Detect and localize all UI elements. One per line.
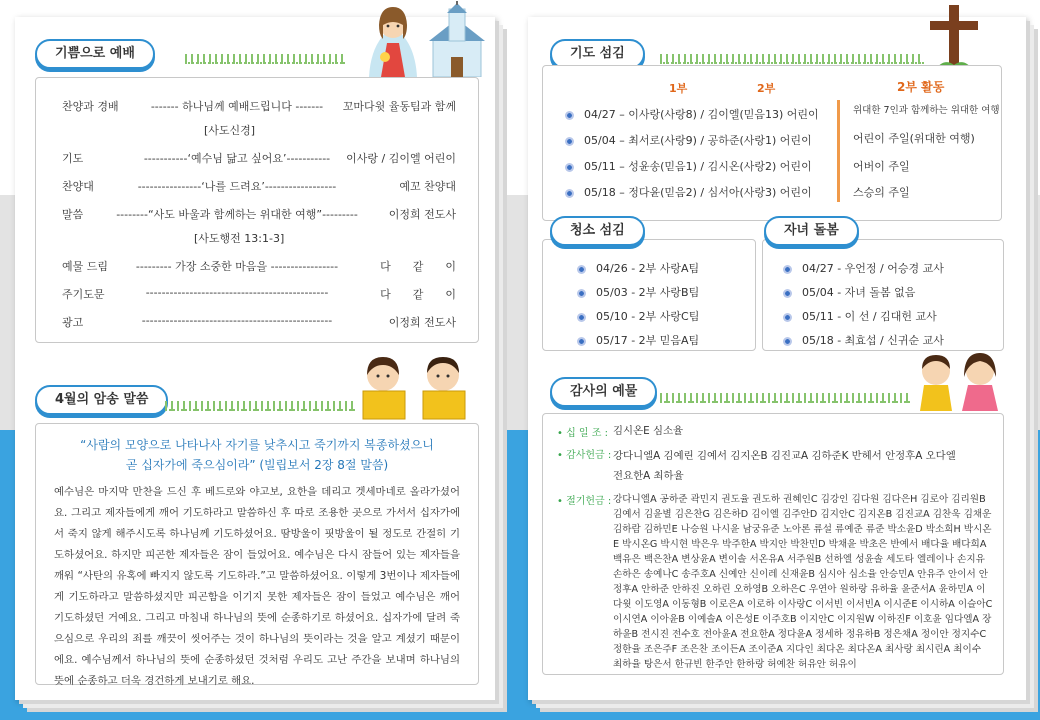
order-label: 찬양과 경배 bbox=[62, 100, 119, 113]
right-page bbox=[528, 17, 1026, 700]
order-leader: 다 같 이 bbox=[380, 260, 456, 273]
cleaning-row: 05/10 - 2부 사랑C팀 bbox=[577, 308, 699, 324]
decorative-line bbox=[660, 54, 924, 64]
order-content: ------------------------------------------------ bbox=[141, 314, 333, 327]
activity-item: 어린이 주일(위대한 여행) bbox=[853, 132, 975, 145]
column-divider bbox=[837, 100, 840, 202]
thanks-names: 강다니엘A 김예린 김예서 김지온B 김진교A 김하준K 반헤서 안정후A 오다엘 전요한A 최하율 bbox=[613, 450, 956, 482]
worship-title: 기쁨으로 예배 bbox=[35, 39, 155, 69]
verse-box bbox=[35, 423, 479, 685]
nursery-box bbox=[762, 239, 1004, 351]
nursery-row: 05/18 - 최효섭 / 신귀순 교사 bbox=[783, 332, 944, 348]
prayer-row: 04/27 – 이사랑(사랑8) / 김이엘(믿음13) 어린이 bbox=[565, 106, 819, 122]
verse-title: 4월의 암송 말씀 bbox=[35, 385, 168, 415]
prayer-row: 05/04 – 최서로(사랑9) / 공하준(사랑1) 어린이 bbox=[565, 132, 812, 148]
bullet-icon bbox=[577, 289, 586, 298]
thanks-row bbox=[557, 446, 967, 486]
order-label: 주기도문 bbox=[62, 288, 105, 301]
decorative-line bbox=[185, 54, 345, 64]
bullet-icon bbox=[577, 265, 586, 274]
order-label: 예물 드림 bbox=[62, 260, 109, 273]
cleaning-box bbox=[542, 239, 756, 351]
jesus-church-illustration bbox=[363, 1, 491, 77]
order-leader: 다 같 이 bbox=[380, 288, 456, 301]
bullet-icon bbox=[783, 313, 792, 322]
decorative-line bbox=[165, 401, 355, 411]
column-header-3: 2부 활동 bbox=[897, 80, 945, 94]
cleaning-row: 05/17 - 2부 믿음A팀 bbox=[577, 332, 699, 348]
order-leader: 이정희 전도사 bbox=[388, 208, 456, 221]
order-content: ----------------‘나를 드려요’------------------ bbox=[137, 180, 337, 193]
activity-item: 어버이 주일 bbox=[853, 160, 910, 173]
column-header-1: 1부 bbox=[669, 82, 688, 95]
decorative-line bbox=[660, 393, 910, 403]
praying-children-illustration bbox=[910, 349, 1006, 411]
order-label: 광고 bbox=[62, 316, 84, 329]
bullet-icon bbox=[577, 313, 586, 322]
nursery-title: 자녀 돌봄 bbox=[764, 216, 859, 246]
reading-children-illustration bbox=[353, 353, 477, 423]
bullet-icon bbox=[565, 163, 574, 172]
thanks-label: • 감사헌금 : bbox=[557, 450, 612, 461]
tithe-label: • 십 일 조 : bbox=[557, 428, 608, 439]
bullet-icon bbox=[565, 137, 574, 146]
cross-illustration bbox=[924, 5, 984, 73]
order-leader: 이사랑 / 김이엘 어린이 bbox=[346, 152, 456, 165]
tithe-row bbox=[557, 424, 997, 439]
order-content: --------“사도 바울과 함께하는 위대한 여행”--------- bbox=[116, 208, 358, 221]
left-page bbox=[15, 17, 495, 700]
order-label: 말씀 bbox=[62, 208, 84, 221]
order-label: 기도 bbox=[62, 152, 84, 165]
bullet-icon bbox=[565, 189, 574, 198]
prayer-box bbox=[542, 65, 1002, 221]
weekly-row bbox=[557, 492, 1003, 672]
activity-item: 스승의 주일 bbox=[853, 186, 910, 199]
order-leader: 꼬마다윗 율동팀과 함께 bbox=[342, 100, 456, 113]
weekly-label: • 절기헌금 : bbox=[557, 496, 612, 507]
verse-quote-line1: “사람의 모양으로 나타나사 자기를 낮추시고 죽기까지 복종하셨으니 bbox=[80, 438, 434, 452]
order-leader: 예꼬 찬양대 bbox=[399, 180, 456, 193]
bullet-icon bbox=[565, 111, 574, 120]
order-subline: [사도행전 13:1-3] bbox=[194, 232, 285, 245]
offering-box bbox=[542, 413, 1004, 675]
bullet-icon bbox=[783, 337, 792, 346]
offering-title: 감사의 예물 bbox=[550, 377, 657, 407]
nursery-row: 05/11 - 이 선 / 김대헌 교사 bbox=[783, 308, 937, 324]
cleaning-row: 04/26 - 2부 사랑A팀 bbox=[577, 260, 699, 276]
prayer-title: 기도 섬김 bbox=[550, 39, 645, 69]
activity-item: 위대한 7인과 함께하는 위대한 여행 bbox=[853, 105, 1000, 116]
verse-story: 예수님은 마지막 만찬을 드신 후 베드로와 야고보, 요한을 데리고 겟세마네로 올라가셨어요. 그리고 제자들에게 깨어 기도하라고 말씀하신 후 따로 조용한 곳으로 가서서 십자가에서 죽지 않게 해주시도록 하나님께 기도하셨어요. 땀방울이 핏방울이 될 정도로 간절히 기도하셨어요. 하지만 피곤한 제자들은 잠이 들었어요. 예수님은 다시 잠들어 있는 제자들을 깨워 “사탄의 유혹에 빠지지 않도록 기도하라.”고 말씀하셨어요. 이렇게 3번이나 제자들에게 기도하라고 말씀하셨지만 피곤함을 이기지 못한 제자들은 잠이 들었고 예수님은 깨어 기도하셨던 거예요. 그리고 마침내 하나님의 뜻에 순종하기로 하셨어요. 십자가에 달려 죽으심으로 우리의 죄를 깨끗이 씻어주는 것이 하나님의 뜻이라는 것을 알고 계셨기 때문이에요. 예수님께서 하나님의 뜻에 순종하셨던 것처럼 우리도 고난 주간을 보내며 하나님의 뜻에 순종하고 더욱 경건하게 보내기로 해요. bbox=[54, 486, 460, 687]
column-header-2: 2부 bbox=[757, 82, 776, 95]
cleaning-title: 청소 섬김 bbox=[550, 216, 645, 246]
order-content: ---------------------------------------------- bbox=[145, 286, 329, 299]
verse-quote-line2: 곧 십자가에 죽으심이라” (빌립보서 2장 8절 말씀) bbox=[125, 458, 389, 472]
order-leader: 이정희 전도사 bbox=[388, 316, 456, 329]
bullet-icon bbox=[783, 289, 792, 298]
tithe-names: 김시온E 심소율 bbox=[613, 425, 684, 437]
prayer-row: 05/11 – 성윤송(믿음1) / 김시온(사랑2) 어린이 bbox=[565, 158, 812, 174]
order-content: ------- 하나님께 예배드립니다 ------- bbox=[150, 100, 324, 113]
cleaning-row: 05/03 - 2부 사랑B팀 bbox=[577, 284, 699, 300]
order-label: 찬양대 bbox=[62, 180, 94, 193]
bullet-icon bbox=[577, 337, 586, 346]
nursery-row: 04/27 - 우언정 / 어승경 교사 bbox=[783, 260, 944, 276]
nursery-row: 05/04 - 자녀 돌봄 없음 bbox=[783, 284, 915, 300]
prayer-row: 05/18 – 정다윤(믿음2) / 심서아(사랑3) 어린이 bbox=[565, 184, 812, 200]
order-subline: [사도신경] bbox=[204, 124, 256, 137]
weekly-names: 강다니엘A 공하준 곽민지 권도율 권도하 권혜인C 김강인 김다원 김다은H 김로아 김리원B 김예서 김윤별 김은찬G 김은하D 김이엘 김주안D 김지안C 김지온B 김진교A 김찬욱 김채운 김하람 김하민E 나승원 나시윤 남궁유준 노아론 류설 류예준 류준 박소윤D 박소희H 박시온E 박시온G 박시현 박은우 박주한A 박지안 박찬민D 박채윤 박초은 반예서 배다율 배다희A 백유은 백은찬A 변상윤A 변이솔 서온유A 서주원B 선하엘 성윤솔 세도타 엘레이나 손지유 손하은 송예나C 송주호A 신예안 신이레 신재윤B 심시아 심소율 안승민A 안유주 안이서 안정후A 안하준 안하진 오하린 오하영B 오하은C 우연아 원하랑 유하율 윤준서A 윤하민A 이다윗 이도영A 이동형B 이로은A 이로하 이사랑C 이서빈 이서빈A 이시준E 이시하A 이슬아C 이시연A 이아윤B 이예솔A 이은성E 이주호B 이지안C 이지원W 이하진F 이호윤 임다엘A 장하윤B 전시진 전수호 전아윤A 전요한A 정다윤A 정세하 정유하B 정은채A 정이안 정지수C 정한율 조은주F 조은찬 조이든A 조이준A 지다인 최다온 최다온A 최사랑 최시린A 최이수 최하율 탕은서 한규빈 한주안 한하랑 허예찬 허유안 허유이 bbox=[613, 494, 993, 670]
worship-order-box bbox=[35, 77, 479, 343]
order-content: --------- 가장 소중한 마음을 ----------------- bbox=[135, 260, 339, 273]
order-content: -----------‘예수님 닮고 싶어요’----------- bbox=[143, 152, 331, 165]
bullet-icon bbox=[783, 265, 792, 274]
